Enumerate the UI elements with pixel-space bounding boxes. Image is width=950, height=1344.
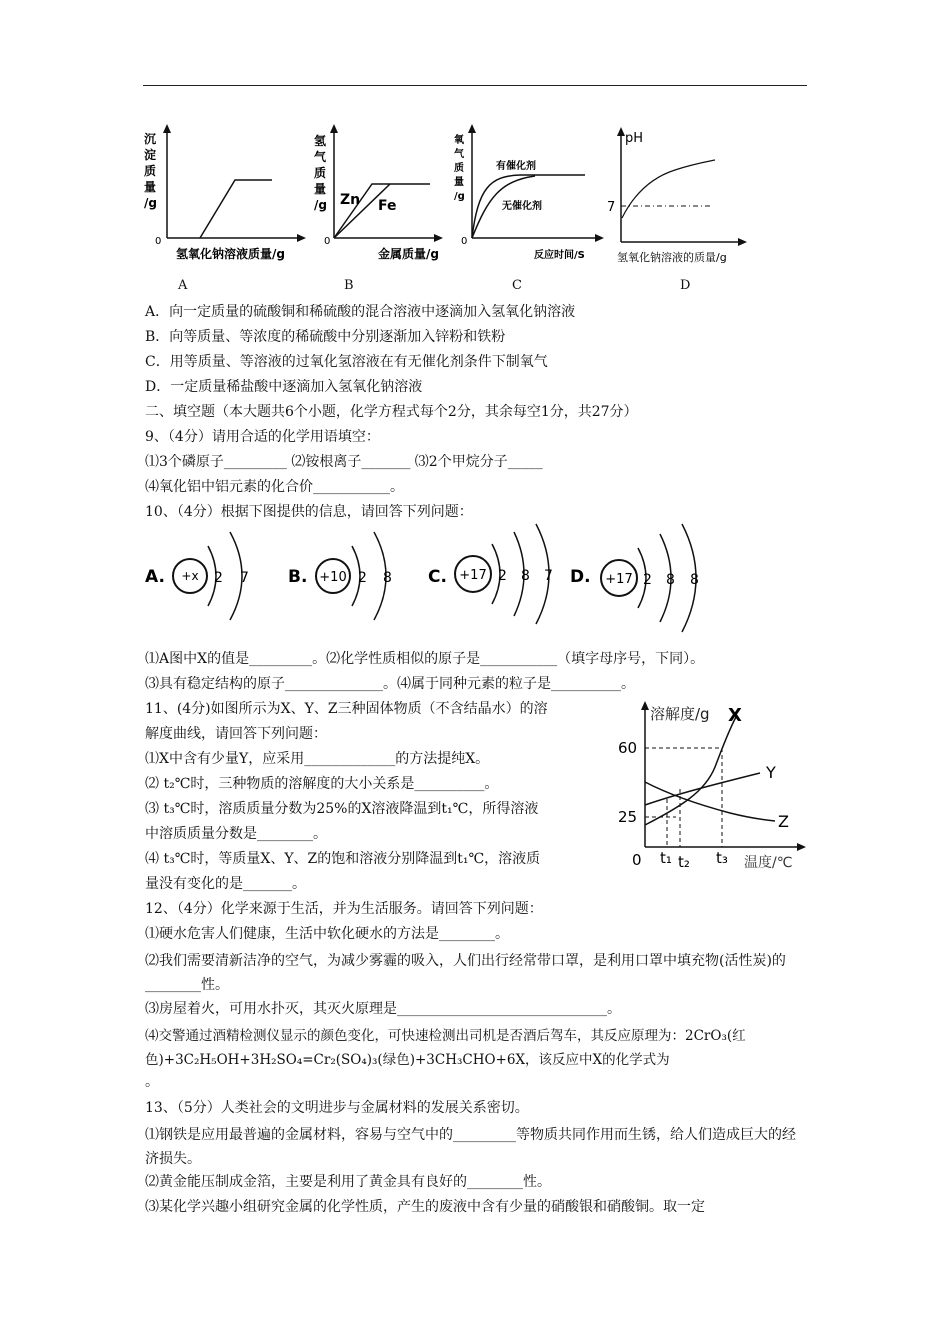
q12-line-2: ⑵我们需要清新洁净的空气，为减少雾霾的吸入，人们出行经常带口罩，是利用口罩中填充物(活性炭)的________性。 <box>145 953 786 993</box>
q11-line-3: ⑴X中含有少量Y，应采用_____________的方法提纯X。 <box>145 751 490 767</box>
q13-line-3: ⑶某化学兴趣小组研究金属的化学性质，产生的废液中含有少量的硝酸银和硝酸铜。取一定 <box>145 1199 705 1215</box>
atom-c <box>428 524 553 624</box>
chart-c-letter: C <box>512 278 522 293</box>
q12-title: 12、（4分）化学来源于生活，并为生活服务。请回答下列问题： <box>145 901 543 917</box>
chart-c-series-catalyst: 有催化剂 <box>496 161 536 172</box>
chart-a-ylabel-1: 淀 <box>144 148 157 162</box>
curve-y <box>645 773 760 805</box>
q12-line-1: ⑴硬水危害人们健康，生活中软化硬水的方法是________。 <box>145 926 509 942</box>
chart-c-xlabel: 反应时间/S <box>534 250 585 261</box>
chart-c-origin: 0 <box>461 236 468 247</box>
option-a: A．向一定质量的硫酸铜和稀硫酸的混合溶液中逐滴加入氢氧化钠溶液 <box>145 304 576 320</box>
atom-b-shell-2: 8 <box>383 570 392 586</box>
chart-a-ylabel-4: /g <box>144 196 157 210</box>
tick-t1: t₁ <box>660 849 672 867</box>
q9-line-2: ⑷氧化铝中铝元素的化合价___________。 <box>145 479 404 495</box>
atom-b-nucleus: +10 <box>319 570 347 585</box>
chart-a-ylabel-3: 量 <box>144 180 157 194</box>
chart-a-ylabel-2: 质 <box>144 164 157 178</box>
atom-d-label: D. <box>570 567 591 587</box>
graph-xlabel: 温度/℃ <box>744 855 793 871</box>
tick-t2: t₂ <box>678 853 690 871</box>
q13-line-1: ⑴钢铁是应用最普遍的金属材料，容易与空气中的_________等物质共同作用而生锈，给人们造成巨大的经济损失。 <box>145 1127 796 1167</box>
chart-c-ylabel-1: 气 <box>454 149 464 160</box>
atom-d <box>570 524 699 632</box>
q12-line-4: ⑷交警通过酒精检测仪显示的颜色变化，可快速检测出司机是否酒后驾车，其反应原理为：2CrO₃(红色)+3C₂H₅OH+3H₂SO₄=Cr₂(SO₄)₃(绿色)+3CH₃CHO+6X，该反应中X的化学式为 <box>145 1028 746 1068</box>
q11-line-1: 11、(4分)如图所示为X、Y、Z三种固体物质（不含结晶水）的溶 <box>145 701 548 717</box>
q11-line-8: 量没有变化的是_______。 <box>145 876 306 892</box>
atom-b-shell-1: 2 <box>358 570 367 586</box>
chart-b-ylabel-0: 氢 <box>314 134 327 148</box>
chart-a-origin: 0 <box>155 236 162 247</box>
label-z: Z <box>778 812 789 831</box>
label-x: X <box>728 705 742 726</box>
chart-b <box>312 118 447 268</box>
q11-line-5: ⑶ t₃℃时，溶质质量分数为25%的X溶液降温到t₁℃，所得溶液 <box>145 801 539 817</box>
q12-line-5: 。 <box>145 1074 159 1090</box>
chart-a-xlabel: 氢氧化钠溶液质量/g <box>176 247 285 261</box>
atom-c-shell-2: 8 <box>521 568 530 584</box>
atom-a-shell-2: 7 <box>240 570 249 586</box>
atom-c-shell-1: 2 <box>498 568 507 584</box>
atom-diagrams <box>140 522 760 637</box>
option-d: D．一定质量稀盐酸中逐滴加入氢氧化钠溶液 <box>145 379 423 395</box>
chart-a-curve <box>200 180 272 238</box>
chart-a <box>140 118 310 268</box>
chart-b-ylabel-3: 量 <box>314 182 327 196</box>
q11-line-7: ⑷ t₃℃时，等质量X、Y、Z的饱和溶液分别降温到t₁℃，溶液质 <box>145 851 541 867</box>
chart-a-ylabel-0: 沉 <box>144 132 157 146</box>
atom-b-label: B. <box>288 567 308 587</box>
q13-title: 13、（5分）人类社会的文明进步与金属材料的发展关系密切。 <box>145 1100 529 1116</box>
atom-a-label: A. <box>145 567 165 587</box>
chart-d-ylabel: pH <box>625 131 644 146</box>
atom-d-shell-3: 8 <box>690 572 699 588</box>
chart-b-series-fe: Fe <box>378 198 397 214</box>
chart-c-series-nocatalyst: 无催化剂 <box>502 201 542 212</box>
chart-d-letter: D <box>680 278 691 293</box>
section-2-heading: 二、填空题（本大题共6个小题，化学方程式每个2分，其余每空1分，共27分） <box>145 404 638 420</box>
chart-b-xlabel: 金属质量/g <box>378 247 439 261</box>
tick-25: 25 <box>618 808 638 826</box>
chart-d <box>605 118 755 268</box>
atom-a-nucleus: +x <box>181 569 199 583</box>
atom-d-shell-2: 8 <box>666 572 675 588</box>
chart-c <box>450 118 610 268</box>
q9-title: 9、（4分）请用合适的化学用语填空： <box>145 429 380 445</box>
chart-d-tick-7: 7 <box>607 200 616 215</box>
q11-line-4: ⑵ t₂℃时，三种物质的溶解度的大小关系是__________。 <box>145 776 499 792</box>
solubility-graph <box>610 697 810 877</box>
header-rule <box>143 85 807 86</box>
chart-b-series-zn: Zn <box>340 192 361 208</box>
atom-c-nucleus: +17 <box>459 568 487 583</box>
chart-d-xlabel: 氢氧化钠溶液的质量/g <box>617 251 727 264</box>
chart-b-origin: 0 <box>324 236 331 247</box>
chart-a-letter: A <box>178 278 188 293</box>
q10-line-1: ⑴A图中X的值是_________。⑵化学性质相似的原子是___________（填字母序号，下同）。 <box>145 651 705 667</box>
graph-ylabel: 溶解度/g <box>650 705 710 723</box>
chart-c-ylabel-0: 氧 <box>454 135 464 146</box>
atom-a <box>145 532 249 620</box>
q10-line-2: ⑶具有稳定结构的原子______________。⑷属于同种元素的粒子是__________。 <box>145 676 635 692</box>
atom-b <box>288 532 392 620</box>
q12-line-3: ⑶房屋着火，可用水扑灭，其灭火原理是______________________________。 <box>145 1001 621 1017</box>
chart-c-ylabel-4: /g <box>454 191 465 202</box>
chart-b-ylabel-4: /g <box>314 198 327 212</box>
chart-b-ylabel-1: 气 <box>314 150 327 164</box>
label-y: Y <box>766 763 776 782</box>
graph-origin: 0 <box>632 851 642 869</box>
chart-b-ylabel-2: 质 <box>314 166 327 180</box>
atom-c-shell-3: 7 <box>544 568 553 584</box>
atom-c-label: C. <box>428 567 447 587</box>
option-b: B．向等质量、等浓度的稀硫酸中分别逐渐加入锌粉和铁粉 <box>145 329 506 345</box>
chart-d-curve <box>622 160 715 218</box>
chart-c-ylabel-3: 量 <box>454 177 464 188</box>
chart-b-letter: B <box>344 278 354 293</box>
q13-line-2: ⑵黄金能压制成金箔，主要是利用了黄金具有良好的________性。 <box>145 1174 551 1190</box>
tick-60: 60 <box>618 739 638 757</box>
q9-line-1: ⑴3个磷原子_________ ⑵铵根离子_______ ⑶2个甲烷分子_____ <box>145 454 543 470</box>
q11-line-2: 解度曲线，请回答下列问题： <box>145 726 327 742</box>
atom-a-shell-1: 2 <box>214 570 223 586</box>
q11-line-6: 中溶质质量分数是________。 <box>145 826 327 842</box>
tick-t3: t₃ <box>716 849 728 867</box>
atom-d-nucleus: +17 <box>605 572 633 587</box>
chart-c-ylabel-2: 质 <box>454 163 464 174</box>
option-c: C．用等质量、等溶液的过氧化氢溶液在有无催化剂条件下制氧气 <box>145 354 548 370</box>
atom-d-shell-1: 2 <box>643 572 652 588</box>
q10-title: 10、（4分）根据下图提供的信息，请回答下列问题： <box>145 504 473 520</box>
